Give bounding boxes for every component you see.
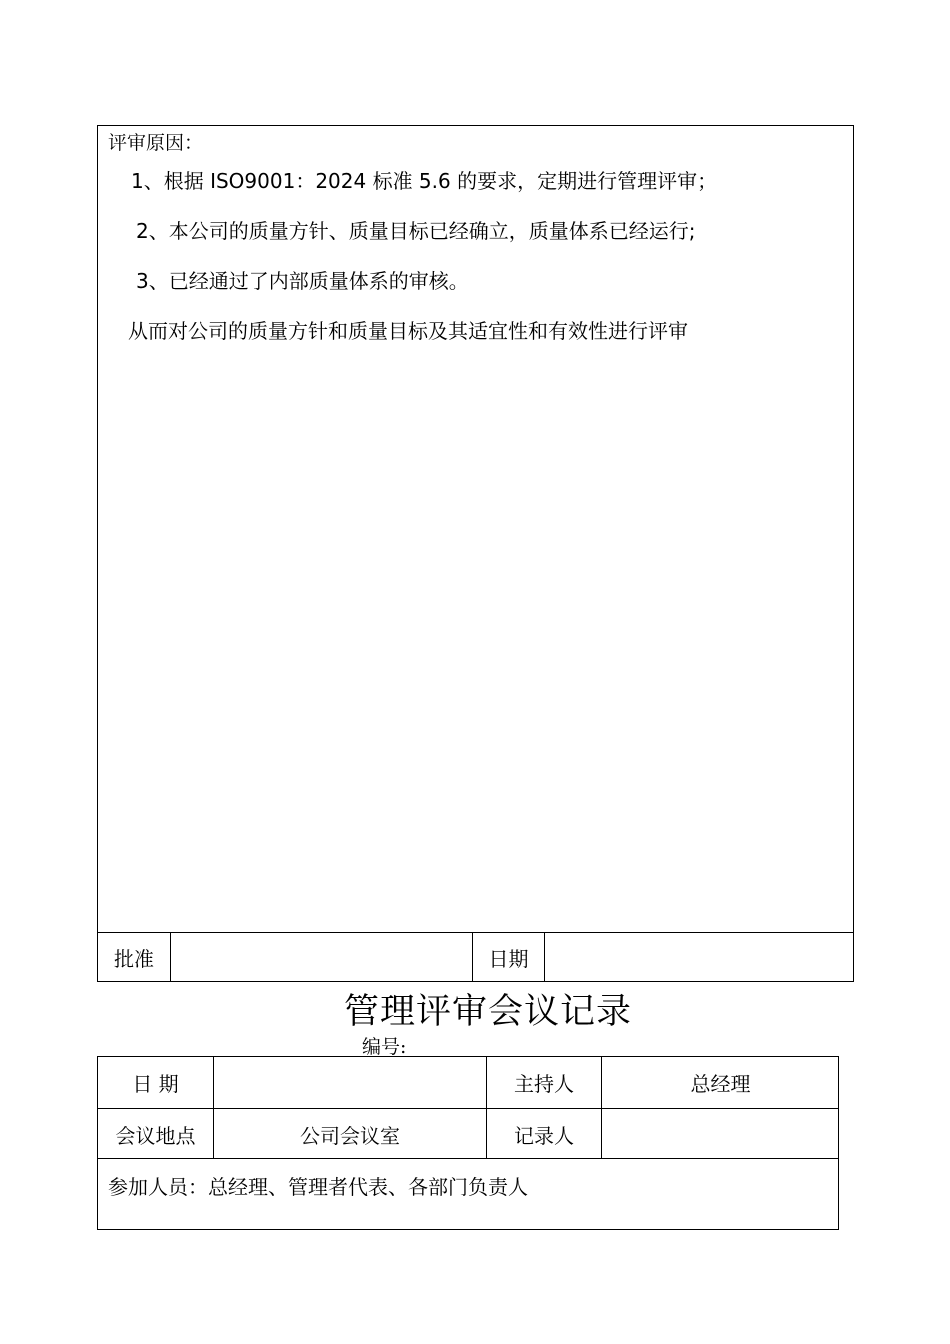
meeting-record-title: 管理评审会议记录 xyxy=(343,992,632,1032)
recorder-label: 记录人 xyxy=(486,1109,601,1159)
reason-line-3: 3、已经通过了内部质量体系的审核。 xyxy=(136,269,469,293)
approval-date-label: 日期 xyxy=(472,933,544,982)
host-label: 主持人 xyxy=(486,1057,601,1108)
review-reason-box xyxy=(97,125,854,982)
meeting-record-table xyxy=(97,1056,839,1230)
meeting-date-value-cell[interactable] xyxy=(213,1057,486,1108)
reason-line-2: 2、本公司的质量方针、质量目标已经确立，质量体系已经运行; xyxy=(136,219,696,243)
participants-label: 参加人员： xyxy=(108,1175,208,1199)
location-value[interactable]: 公司会议室 xyxy=(213,1109,486,1159)
host-value[interactable]: 总经理 xyxy=(601,1057,839,1108)
approve-value-cell[interactable] xyxy=(170,933,472,982)
meeting-row-date-host xyxy=(98,1057,838,1108)
location-label: 会议地点 xyxy=(115,1123,196,1148)
document-number-label: 编号: xyxy=(362,1036,407,1058)
reason-line-1: 1、根据 ISO9001：2024 标准 5.6 的要求，定期进行管理评审； xyxy=(131,169,718,193)
approve-label: 批准 xyxy=(114,947,154,971)
participants-value[interactable]: 总经理、管理者代表、各部门负责人 xyxy=(208,1175,528,1199)
meeting-date-label: 日 期 xyxy=(132,1072,179,1096)
meeting-row-participants xyxy=(98,1158,838,1230)
approval-date-value-cell[interactable] xyxy=(544,933,854,982)
participants xyxy=(108,1171,528,1200)
meeting-row-location-recorder xyxy=(98,1108,838,1159)
reason-conclusion: 从而对公司的质量方针和质量目标及其适宜性和有效性进行评审 xyxy=(128,319,688,343)
approval-row xyxy=(98,932,853,982)
recorder-value-cell[interactable] xyxy=(601,1109,839,1159)
review-reason-title: 评审原因： xyxy=(108,132,204,154)
